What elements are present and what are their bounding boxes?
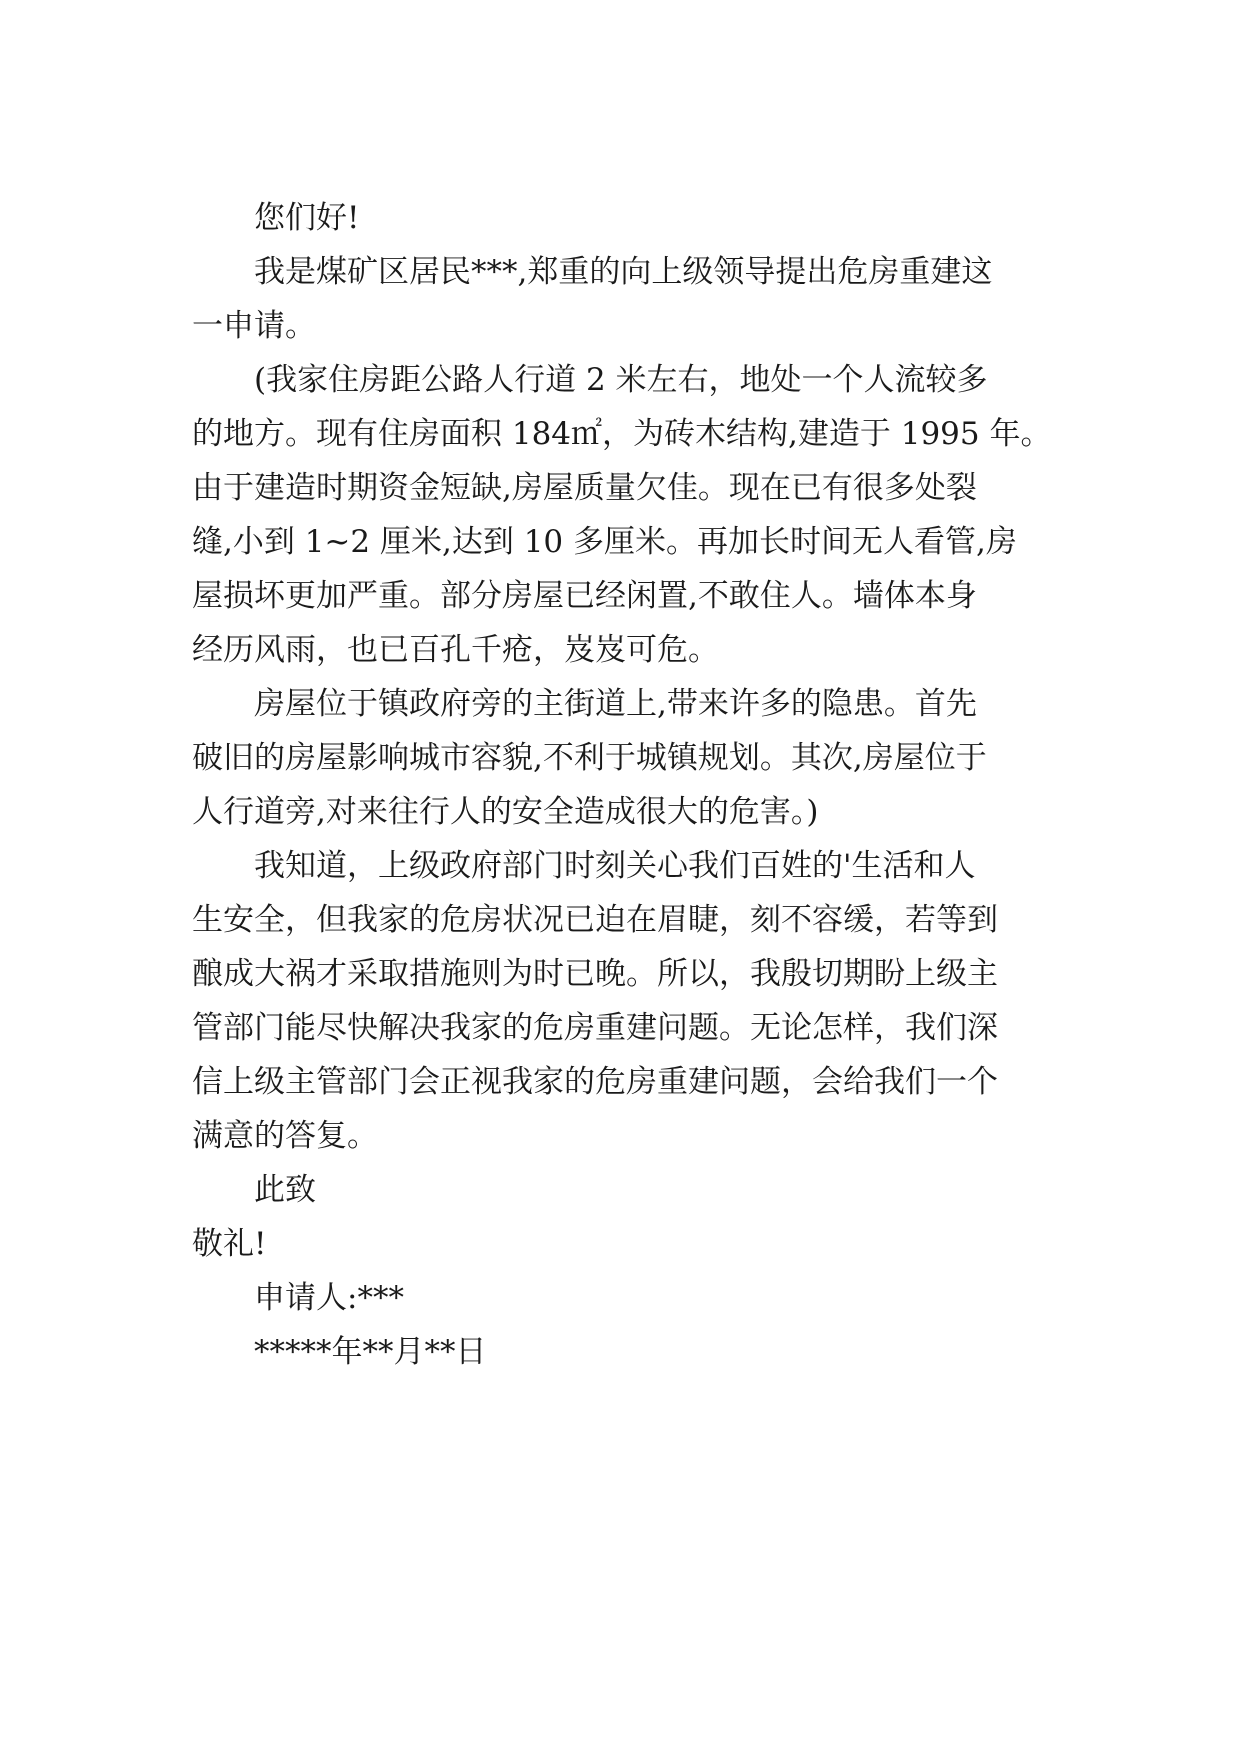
paragraph-2-line-1: (我家住房距公路人行道 2 米左右，地处一个人流较多 <box>254 362 988 398</box>
paragraph-3-line-3: 人行道旁,对来往行人的安全造成很大的危害。) <box>192 794 819 830</box>
paragraph-2-line-4: 缝,小到 1~2 厘米,达到 10 多厘米。再加长时间无人看管,房 <box>192 524 1017 560</box>
closing-regards: 敬礼! <box>192 1226 267 1262</box>
paragraph-3-line-1: 房屋位于镇政府旁的主街道上,带来许多的隐患。首先 <box>254 686 977 722</box>
paragraph-4-line-5: 信上级主管部门会正视我家的危房重建问题，会给我们一个 <box>192 1064 998 1100</box>
paragraph-4-line-6: 满意的答复。 <box>192 1118 378 1154</box>
paragraph-4-line-2: 生安全，但我家的危房状况已迫在眉睫，刻不容缓，若等到 <box>192 902 998 938</box>
closing-salutation: 此致 <box>254 1172 316 1208</box>
greeting: 您们好! <box>254 200 360 236</box>
paragraph-3-line-2: 破旧的房屋影响城市容貌,不利于城镇规划。其次,房屋位于 <box>192 740 987 776</box>
paragraph-2-line-2: 的地方。现有住房面积 184㎡，为砖木结构,建造于 1995 年。 <box>192 416 1052 452</box>
applicant-signature: 申请人:*** <box>254 1280 404 1316</box>
date-line: *****年**月**日 <box>254 1334 487 1370</box>
paragraph-1-line-1: 我是煤矿区居民***,郑重的向上级领导提出危房重建这 <box>254 254 993 290</box>
paragraph-2-line-3: 由于建造时期资金短缺,房屋质量欠佳。现在已有很多处裂 <box>192 470 977 506</box>
paragraph-4-line-1: 我知道，上级政府部门时刻关心我们百姓的'生活和人 <box>254 848 976 884</box>
paragraph-4-line-4: 管部门能尽快解决我家的危房重建问题。无论怎样，我们深 <box>192 1010 998 1046</box>
paragraph-2-line-6: 经历风雨，也已百孔千疮，岌岌可危。 <box>192 632 719 668</box>
paragraph-1-line-2: 一申请。 <box>192 308 316 344</box>
paragraph-4-line-3: 酿成大祸才采取措施则为时已晚。所以，我殷切期盼上级主 <box>192 956 998 992</box>
paragraph-2-line-5: 屋损坏更加严重。部分房屋已经闲置,不敢住人。墙体本身 <box>192 578 977 614</box>
